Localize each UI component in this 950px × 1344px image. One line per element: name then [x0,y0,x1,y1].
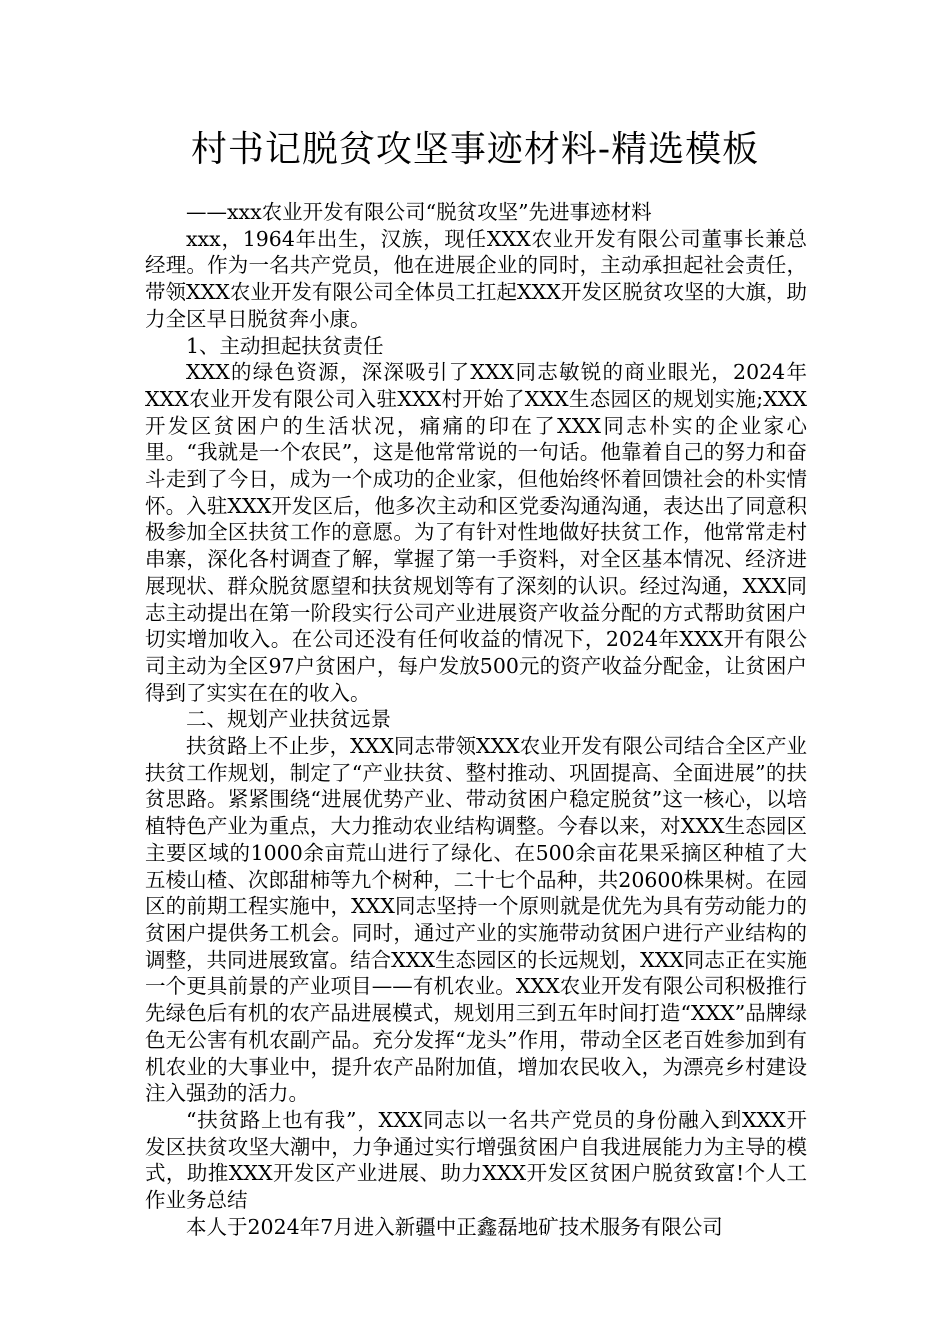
body-paragraph: “扶贫路上也有我”，XXX同志以一名共产党员的身份融入到XXX开发区扶贫攻坚大潮中，力争通过实行增强贫困户自我进展能力为主导的模式，助推XXX开发区产业进展、助力XXX开发区贫困户脱贫致富!个人工作业务总结 [145,1107,807,1213]
subtitle-paragraph: ——xxx农业开发有限公司“脱贫攻坚”先进事迹材料 [186,200,652,224]
document-title: 村书记脱贫攻坚事迹材料-精选模板 [190,129,760,170]
body-paragraph: 扶贫路上不止步，XXX同志带领XXX农业开发有限公司结合全区产业扶贫工作规划，制定了“产业扶贫、整村推动、巩固提高、全面进展”的扶贫思路。紧紧围绕“进展优势产业、带动贫困户稳定脱贫”这一核心，以培植特色产业为重点，大力推动农业结构调整。今春以来，对XXX生态园区主要区域的1000余亩荒山进行了绿化、在500余亩花果采摘区种植了大五棱山楂、次郎甜柿等九个树种，二十七个品种，共20600株果树。在园区的前期工程实施中，XXX同志坚持一个原则就是优先为具有劳动能力的贫困户提供务工机会。同时，通过产业的实施带动贫困户进行产业结构的调整，共同进展致富。结合XXX生态园区的长远规划，XXX同志正在实施一个更具前景的产业项目——有机农业。XXX农业开发有限公司积极推行先绿色后有机的农产品进展模式，规划用三到五年时间打造“XXX”品牌绿色无公害有机农副产品。充分发挥“龙头”作用，带动全区老百姓参加到有机农业的大事业中，提升农产品附加值，增加农民收入，为漂亮乡村建设注入强劲的活力。 [145,734,807,1106]
section-heading: 二、规划产业扶贫远景 [186,707,391,732]
document-body [145,199,807,1240]
body-paragraph: 本人于2024年7月进入新疆中正鑫磊地矿技术服务有限公司 [186,1214,723,1239]
intro-paragraph: xxx，1964年出生，汉族，现任XXX农业开发有限公司董事长兼总经理。作为一名共产党员，他在进展企业的同时，主动承担起社会责任，带领XXX农业开发有限公司全体员工扛起XXX开发区脱贫攻坚的大旗，助力全区早日脱贫奔小康。 [145,226,807,331]
section-heading: 1、主动担起扶贫责任 [186,333,384,358]
body-paragraph: XXX的绿色资源，深深吸引了XXX同志敏锐的商业眼光，2024年XXX农业开发有限公司入驻XXX村开始了XXX生态园区的规划实施;XXX开发区贫困户的生活状况，痛痛的印在了XXX同志朴实的企业家心里。“我就是一个农民”，这是他常常说的一句话。他靠着自己的努力和奋斗走到了今日，成为一个成功的企业家，但他始终怀着回馈社会的朴实情怀。入驻XXX开发区后，他多次主动和区党委沟通沟通，表达出了同意积极参加全区扶贫工作的意愿。为了有针对性地做好扶贫工作，他常常走村串寨，深化各村调查了解，掌握了第一手资料，对全区基本情况、经济进展现状、群众脱贫愿望和扶贫规划等有了深刻的认识。经过沟通，XXX同志主动提出在第一阶段实行公司产业进展资产收益分配的方式帮助贫困户切实增加收入。在公司还没有任何收益的情况下，2024年XXX开有限公司主动为全区97户贫困户，每户发放500元的资产收益分配金，让贫困户得到了实实在在的收入。 [145,360,807,705]
